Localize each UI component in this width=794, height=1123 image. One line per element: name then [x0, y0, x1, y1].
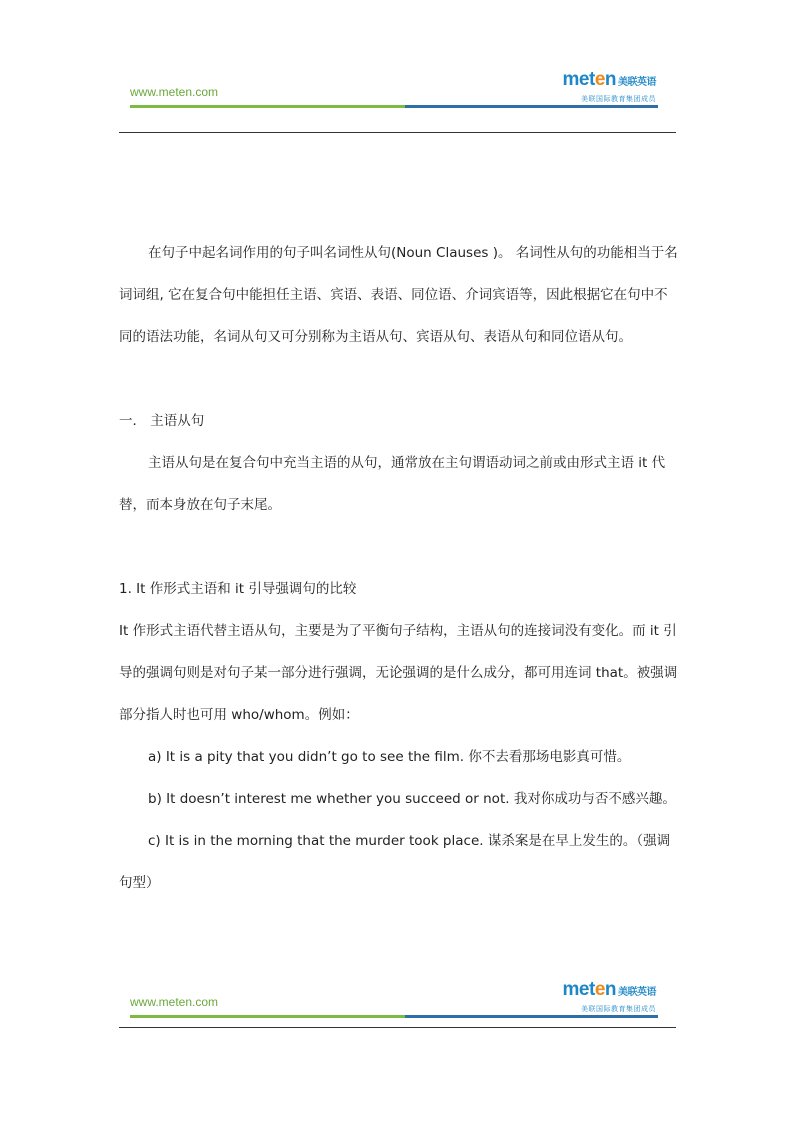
meten-logo: [563, 70, 656, 104]
document-body: [119, 232, 679, 904]
subsection-description: It 作形式主语代替主语从句，主要是为了平衡句子结构，主语从句的连接词没有变化。而 it 引导的强调句则是对句子某一部分进行强调，无论强调的是什么成分，都可用连词 that。被强调部分指人时也可用 who/whom。例如：: [119, 623, 678, 723]
footer-rule: [119, 1027, 676, 1028]
footer-url[interactable]: www.meten.com: [130, 995, 219, 1009]
page-header: [130, 69, 658, 104]
footer-logo-cn-name: 美联英语: [618, 987, 656, 998]
header-rule: [119, 132, 676, 133]
example-a: a) It is a pity that you didn’t go to see the film. 你不去看那场电影真可惜。: [148, 749, 631, 765]
example-c: c) It is in the morning that the murder took place. 谋杀案是在早上发生的。（强调句型）: [119, 833, 671, 891]
logo-cn-name: 美联英语: [618, 77, 656, 88]
header-url[interactable]: www.meten.com: [130, 85, 219, 99]
section-description: 主语从句是在复合句中充当主语的从句，通常放在主句谓语动词之前或由形式主语 it 代替，而本身放在句子末尾。: [119, 455, 666, 513]
logo-subtitle: 美联国际教育集团成员: [581, 95, 656, 103]
example-b: b) It doesn’t interest me whether you succeed or not. 我对你成功与否不感兴趣。: [148, 791, 676, 807]
subsection-title: 1. It 作形式主语和 it 引导强调句的比较: [119, 581, 357, 597]
footer-color-bar: [130, 1015, 658, 1018]
header-color-bar: [130, 105, 658, 108]
page-footer: [130, 979, 658, 1014]
footer-logo-subtitle: 美联国际教育集团成员: [581, 1005, 656, 1013]
logo-wordmark: meten 美联英语: [562, 69, 656, 90]
section-title: 一． 主语从句: [119, 413, 205, 429]
footer-meten-logo: [563, 980, 656, 1014]
footer-logo-wordmark: meten 美联英语: [562, 979, 656, 1000]
intro-paragraph: 在句子中起名词作用的句子叫名词性从句(Noun Clauses )。 名词性从句的功能相当于名词词组, 它在复合句中能担任主语、宾语、表语、同位语、介词宾语等，因此根据它在句中不同的语法功能，名词从句又可分别称为主语从句、宾语从句、表语从句和同位语从句。: [119, 245, 678, 345]
